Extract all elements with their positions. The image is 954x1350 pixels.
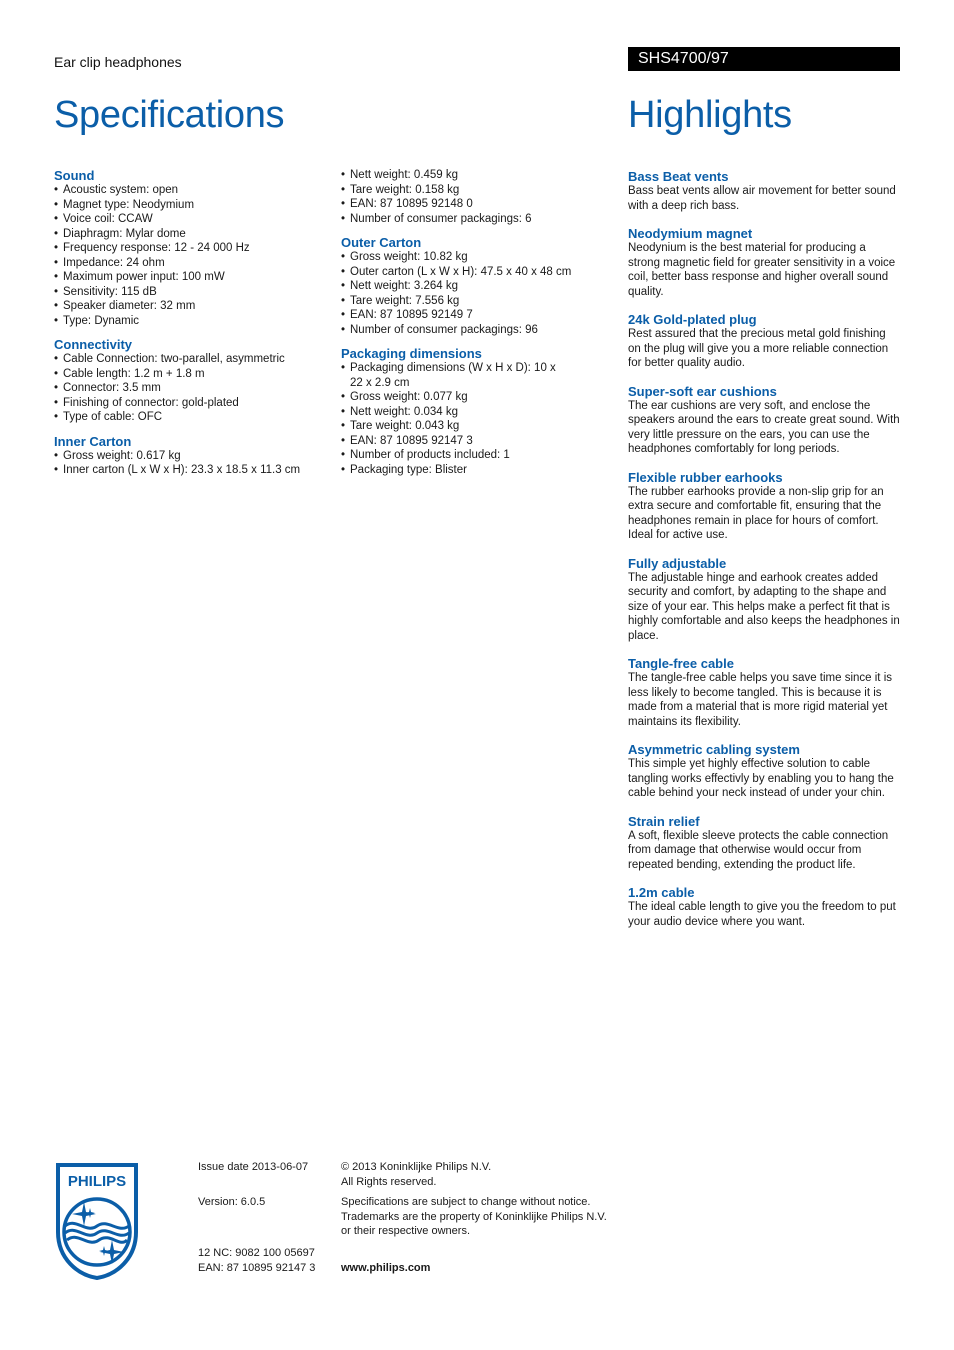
notice-line: or their respective owners. (341, 1225, 470, 1237)
highlight-heading: Tangle-free cable (628, 656, 734, 671)
product-category: Ear clip headphones (54, 54, 182, 70)
highlight-heading: Fully adjustable (628, 555, 727, 571)
spec-item: • Maximum power input: 100 mW (54, 270, 334, 285)
spec-item: • EAN: 87 10895 92148 0 (341, 197, 611, 212)
spec-item: • Nett weight: 3.264 kg (341, 279, 611, 294)
spec-item: • Number of products included: 1 (341, 448, 611, 463)
spec-list (54, 183, 334, 328)
spec-item: • Type of cable: OFC (54, 410, 334, 425)
spec-item: • Packaging type: Blister (341, 463, 611, 478)
spec-item: • Type: Dynamic (54, 314, 334, 329)
section-heading: Connectivity (54, 337, 133, 352)
highlight-text: A soft, flexible sleeve protects the cable connection from damage that otherwise would occur from repeated bending, extending the product life. (628, 829, 889, 871)
spec-item: • Cable Connection: two-parallel, asymmetric (54, 352, 334, 367)
spec-list (341, 361, 611, 477)
highlight-text: Neodynium is the best material for producing a strong magnetic field for greater sensitivity in a voice coil, better bass response and higher overall sound quality. (628, 242, 896, 298)
ean-number: EAN: 87 10895 92147 3 (198, 1261, 316, 1274)
spec-item: • Diaphragm: Mylar dome (54, 227, 334, 242)
website-link[interactable]: www.philips.com (341, 1261, 431, 1274)
spec-item: • EAN: 87 10895 92149 7 (341, 308, 611, 323)
highlight-heading: Super-soft ear cushions (628, 383, 777, 399)
spec-list (54, 352, 334, 425)
spec-item: • EAN: 87 10895 92147 3 (341, 434, 611, 449)
notice-line: Trademarks are the property of Koninklijke Philips N.V. (341, 1210, 607, 1223)
model-number-bar: SHS4700/97 (628, 47, 900, 71)
spec-item: • Sensitivity: 115 dB (54, 285, 334, 300)
highlight-text: The adjustable hinge and earhook creates added security and comfort, by adapting to the shape and size of your ear. This helps make a perfect fit that is highly comfortable and also keeps the headphones in place. (628, 571, 900, 642)
spec-item: • Gross weight: 0.077 kg (341, 390, 611, 405)
highlight-heading: Strain relief (628, 813, 700, 829)
spec-item: • Gross weight: 0.617 kg (54, 449, 334, 464)
spec-item: • Number of consumer packagings: 96 (341, 323, 611, 338)
highlight-heading: 24k Gold-plated plug (628, 312, 757, 327)
spec-item: • Speaker diameter: 32 mm (54, 299, 334, 314)
philips-logo (54, 1162, 140, 1280)
spec-item: • Packaging dimensions (W x H x D): 10 x 22 x 2.9 cm (341, 361, 560, 390)
nc-number: 12 NC: 9082 100 05697 (198, 1247, 315, 1259)
spec-item: • Cable length: 1.2 m + 1.8 m (54, 367, 334, 382)
highlight-heading: 1.2m cable (628, 885, 695, 900)
specs-column-1 (54, 168, 334, 478)
spec-item: • Inner carton (L x W x H): 23.3 x 18.5 x 11.3 cm (54, 463, 334, 478)
spec-item: • Magnet type: Neodymium (54, 198, 334, 213)
spec-list (54, 449, 334, 478)
highlights-title: Highlights (628, 94, 792, 136)
spec-item: • Number of consumer packagings: 6 (341, 212, 611, 227)
highlight-heading: Bass Beat vents (628, 169, 729, 184)
section-heading: Outer Carton (341, 235, 422, 250)
copyright-line: © 2013 Koninklijke Philips N.V. (341, 1161, 492, 1173)
highlight-text: The ideal cable length to give you the freedom to put your audio device where you want. (628, 901, 896, 928)
highlight-heading: Flexible rubber earhooks (628, 469, 783, 485)
highlight-text: The rubber earhooks provide a non-slip grip for an extra secure and comfortable fit, ensuring that the headphones remain in place for hours of comfort. Ideal for active use. (628, 485, 884, 541)
spec-item: • Tare weight: 7.556 kg (341, 294, 611, 309)
highlight-heading: Neodymium magnet (628, 226, 753, 241)
highlight-text: Bass beat vents allow air movement for better sound with a deep rich bass. (628, 185, 896, 212)
specs-column-2 (341, 168, 611, 477)
spec-item: • Gross weight: 10.82 kg (341, 250, 611, 265)
issue-date: Issue date 2013-06-07 (198, 1161, 309, 1173)
section-heading: Inner Carton (54, 433, 132, 449)
spec-item: • Frequency response: 12 - 24 000 Hz (54, 241, 334, 256)
spec-item: • Impedance: 24 ohm (54, 256, 334, 271)
highlight-text: The tangle-free cable helps you save time since it is less likely to become tangled. This is because it is made from a material that is more rigid material yet maintains its flexibility. (628, 672, 892, 728)
spec-item: • Nett weight: 0.459 kg (341, 168, 611, 183)
spec-item: • Finishing of connector: gold-plated (54, 396, 334, 411)
spec-item: • Connector: 3.5 mm (54, 381, 334, 396)
spec-item: • Tare weight: 0.043 kg (341, 419, 611, 434)
specifications-title: Specifications (54, 94, 285, 136)
spec-item: • Voice coil: CCAW (54, 212, 334, 227)
copyright-line: All Rights reserved. (341, 1175, 437, 1188)
notice-line: Specifications are subject to change without notice. (341, 1196, 591, 1208)
spec-item: • Nett weight: 0.034 kg (341, 405, 611, 420)
spec-item: • Tare weight: 0.158 kg (341, 183, 611, 198)
spec-list (341, 168, 611, 226)
spec-item: • Outer carton (L x W x H): 47.5 x 40 x 48 cm (341, 265, 611, 280)
highlight-text: The ear cushions are very soft, and enclose the speakers around the ears to create great sound. With very little pressure on the ears, you can use the headphones comfortably for long periods. (628, 399, 900, 455)
highlight-heading: Asymmetric cabling system (628, 742, 800, 757)
section-heading: Packaging dimensions (341, 346, 482, 361)
logo-text: PHILIPS (67, 1173, 127, 1190)
highlight-text: This simple yet highly effective solution to cable tangling works effectivly by enabling you to hang the cable behind your neck instead of under your chin. (628, 758, 894, 799)
spec-list (341, 250, 611, 337)
highlight-text: Rest assured that the precious metal gold finishing on the plug will give you a more reliable connection for better quality audio. (628, 328, 889, 369)
spec-item: • Acoustic system: open (54, 183, 334, 198)
section-heading: Sound (54, 168, 95, 183)
highlights-column (628, 169, 900, 929)
version: Version: 6.0.5 (198, 1196, 266, 1208)
